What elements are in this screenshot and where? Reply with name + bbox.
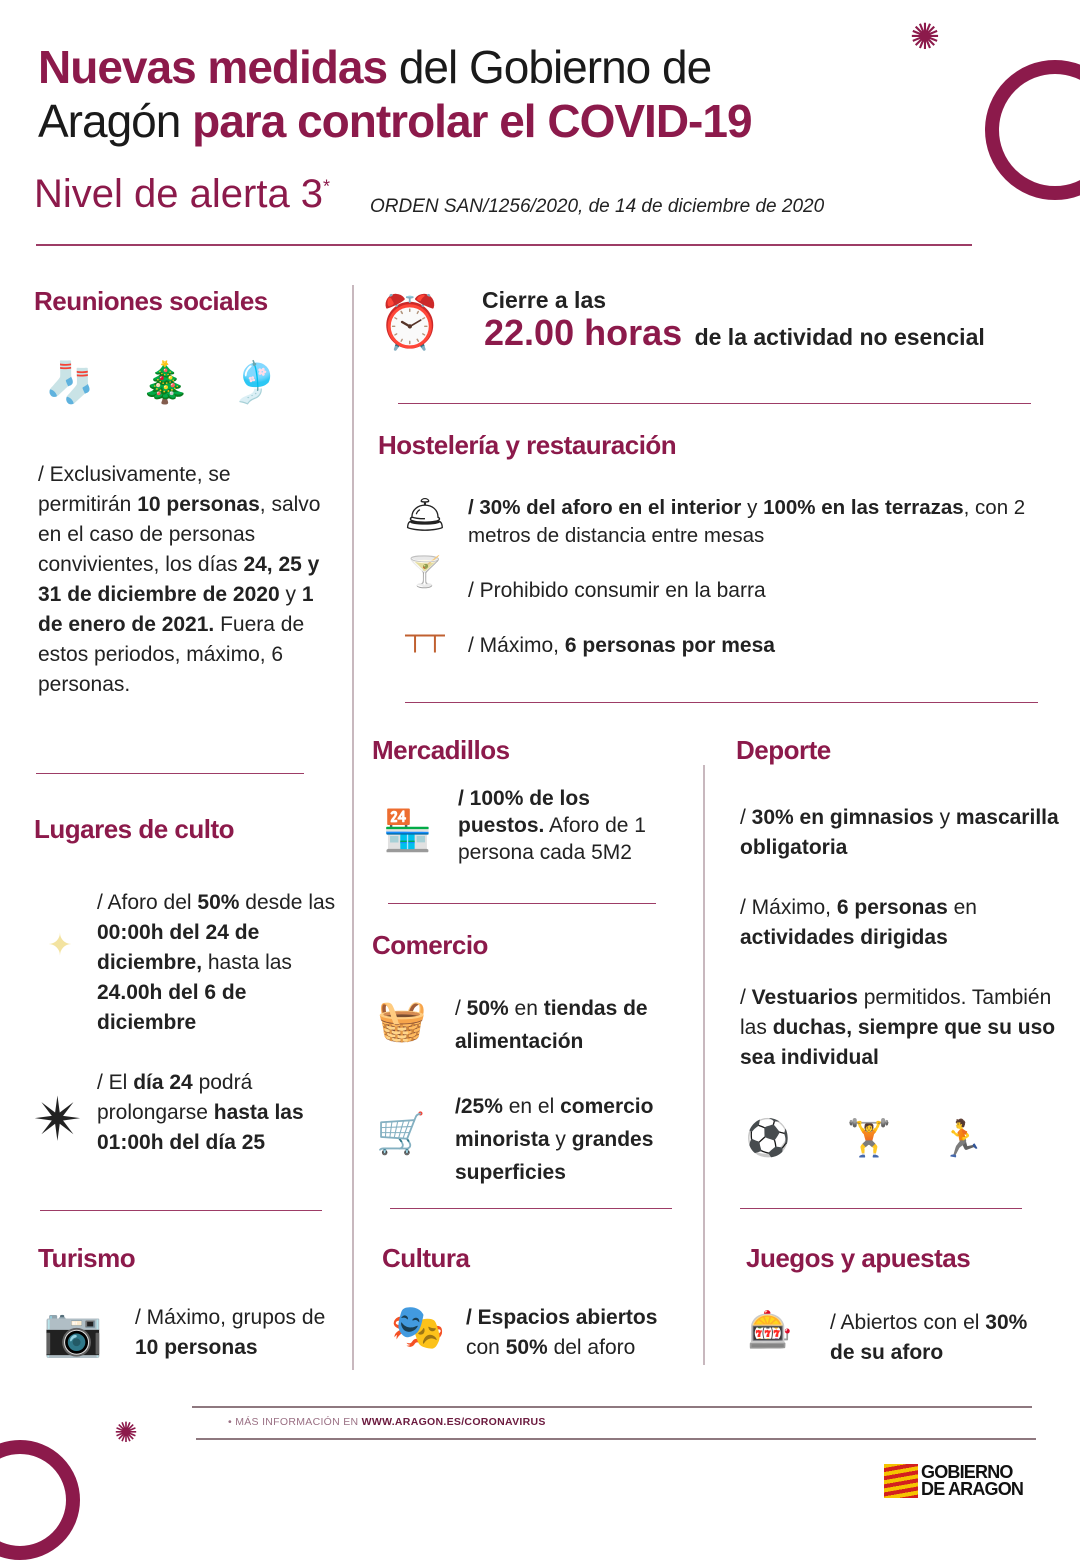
- asterisk: *: [323, 176, 331, 197]
- more-info-prefix: • MÁS INFORMACIÓN EN: [228, 1416, 362, 1428]
- bold-text: 100% en las terrazas: [763, 496, 964, 519]
- page-title: [38, 40, 752, 148]
- text: en el: [502, 1095, 561, 1118]
- divider: [405, 702, 1038, 703]
- bold-text: hasta las 01:00h del día 25: [97, 1101, 304, 1154]
- text: / Aforo del: [97, 891, 198, 914]
- theater-masks-icon: 🎭: [390, 1303, 446, 1352]
- cierre-time-line: [484, 312, 985, 354]
- text: , con 2 metros de distancia entre mesas: [468, 496, 1026, 547]
- divider: [36, 773, 304, 774]
- deporte-item: [740, 983, 1070, 1073]
- text: Fuera de estos periodos, máximo, 6 personas.: [38, 613, 305, 696]
- text: Aforo de 1 persona cada 5M2: [458, 814, 646, 864]
- text: / Prohibido consumir en la barra: [468, 579, 766, 602]
- bold-text: para controlar el COVID-19: [192, 95, 752, 147]
- virus-icon: ✺: [909, 16, 941, 57]
- section-heading-cultura: Cultura: [382, 1243, 470, 1273]
- bold-text: día 24: [133, 1071, 193, 1094]
- hosteleria-item: [468, 494, 1038, 550]
- bold-text: 10 personas: [137, 493, 260, 516]
- divider: [398, 403, 1031, 404]
- text: / Máximo,: [468, 634, 565, 657]
- bold-text: tiendas de alimentación: [455, 997, 648, 1053]
- text: /: [740, 806, 752, 829]
- soccer-ball-icon: ⚽: [745, 1117, 791, 1158]
- cocktail-icon: 🍸: [406, 556, 444, 589]
- text: hasta las: [202, 951, 292, 974]
- bold-text: 50%: [466, 997, 509, 1020]
- virus-decoration: [0, 1440, 80, 1560]
- basket-icon: 🧺: [377, 998, 427, 1043]
- text: / Exclusivamente, se permitirán: [38, 463, 231, 516]
- juegos-text: [830, 1308, 1030, 1368]
- order-reference: ORDEN SAN/1256/2020, de 14 de diciembre de 2020: [370, 196, 825, 217]
- deporte-item: [740, 803, 1060, 863]
- text: / Máximo, grupos de: [135, 1306, 326, 1329]
- candle-light-icon: ✦: [47, 928, 73, 962]
- gobierno-aragon-logo: [884, 1464, 1023, 1498]
- divider: [36, 244, 972, 246]
- section-heading-deporte: Deporte: [736, 735, 831, 765]
- text: Aragón: [38, 95, 193, 147]
- bold-text: / Espacios abiertos: [466, 1306, 658, 1329]
- comercio-item: [455, 992, 695, 1058]
- bold-text: 50%: [197, 891, 240, 914]
- section-heading-mercadillos: Mercadillos: [372, 735, 510, 765]
- divider: [40, 1210, 322, 1211]
- bold-text: 6 personas por mesa: [564, 634, 775, 657]
- cierre-time: 22.00 horas: [484, 312, 683, 353]
- text: con: [466, 1336, 506, 1359]
- text: y: [279, 583, 302, 606]
- bold-text: 50%: [505, 1336, 548, 1359]
- divider: [703, 765, 705, 1365]
- bold-text: duchas, siempre que su uso sea individual: [740, 1016, 1056, 1069]
- bold-text: 10 personas: [135, 1336, 258, 1359]
- table-chairs-icon: ┬┬: [405, 619, 445, 650]
- bold-text: Nuevas medidas: [38, 41, 388, 93]
- bold-text: Vestuarios: [751, 986, 858, 1009]
- bold-text: actividades dirigidas: [740, 926, 948, 949]
- section-heading-comercio: Comercio: [372, 930, 488, 960]
- camera-icon: 📷: [43, 1305, 103, 1359]
- hosteleria-item: [468, 576, 766, 606]
- divider: [740, 1208, 1022, 1209]
- comercio-item: [455, 1090, 695, 1189]
- bold-text: 30% en gimnasios: [751, 806, 934, 829]
- star-icon: ✴: [32, 1086, 84, 1153]
- text: /: [455, 997, 467, 1020]
- bold-text: / 100% de los puestos.: [458, 787, 590, 837]
- divider: [388, 903, 656, 904]
- more-info: [228, 1416, 546, 1428]
- text: y: [549, 1128, 572, 1151]
- christmas-tree-icon: 🎄: [140, 361, 190, 405]
- alarm-clock-icon: ⏰: [377, 294, 443, 352]
- reuniones-text: [38, 460, 328, 700]
- turismo-text: [135, 1303, 345, 1363]
- bold-text: 00:00h del 24 de diciembre,: [97, 921, 260, 974]
- cloche-icon: 🛎: [403, 496, 447, 534]
- bold-text: 30% de su aforo: [830, 1311, 1028, 1364]
- text: del aforo: [547, 1336, 636, 1359]
- aragon-flag-icon: [884, 1464, 918, 1498]
- text: / El: [97, 1071, 134, 1094]
- text: y: [933, 806, 956, 829]
- shopping-cart-icon: 🛒: [376, 1111, 426, 1156]
- weightlifter-icon: 🏋: [846, 1117, 892, 1158]
- runner-icon: 🏃: [939, 1118, 985, 1159]
- virus-decoration: [985, 60, 1080, 200]
- bold-text: comercio minorista: [455, 1095, 654, 1151]
- text: desde las: [239, 891, 336, 914]
- mercadillos-text: [458, 785, 678, 866]
- section-heading-juegos: Juegos y apuestas: [746, 1243, 971, 1273]
- section-heading-hosteleria: Hostelería y restauración: [378, 430, 677, 460]
- bold-text: 1 de enero de 2021.: [38, 583, 314, 636]
- divider: [192, 1406, 1032, 1408]
- text: /: [740, 986, 752, 1009]
- bold-text: 24.00h del 6 de diciembre: [97, 981, 247, 1034]
- hosteleria-item: [468, 631, 775, 661]
- virus-icon: ✺: [114, 1416, 138, 1448]
- culto-item: [97, 1068, 337, 1158]
- culto-item: [97, 888, 345, 1038]
- logo-line2: DE ARAGON: [921, 1479, 1024, 1499]
- section-heading-culto: Lugares de culto: [34, 814, 235, 844]
- deporte-item: [740, 893, 1060, 953]
- divider: [196, 1438, 1036, 1440]
- text: del Gobierno de: [387, 41, 712, 93]
- bold-text: grandes superficies: [455, 1128, 654, 1184]
- divider: [352, 285, 354, 1370]
- bold-text: / 30% del aforo en el interior: [468, 496, 742, 519]
- ornament-icon: 🎐: [230, 361, 280, 405]
- section-heading-turismo: Turismo: [38, 1243, 136, 1273]
- text: / Máximo,: [740, 896, 837, 919]
- alert-level: [34, 172, 330, 217]
- divider: [390, 1208, 672, 1209]
- text: en: [947, 896, 977, 919]
- text: y: [741, 496, 764, 519]
- bold-text: /25%: [455, 1095, 503, 1118]
- bold-text: 6 personas: [836, 896, 948, 919]
- logo-line1: GOBIERNO: [921, 1462, 1013, 1482]
- bold-text: mascarilla obligatoria: [740, 806, 1059, 859]
- text: en: [508, 997, 544, 1020]
- more-info-link[interactable]: WWW.ARAGON.ES/CORONAVIRUS: [361, 1416, 546, 1428]
- cierre-line1: Cierre a las: [482, 287, 607, 313]
- text: permitidos. También las: [740, 986, 1052, 1039]
- text: podrá prolongarse: [97, 1071, 253, 1124]
- text: / Abiertos con el: [830, 1311, 986, 1334]
- market-stall-icon: 🏪: [382, 808, 433, 853]
- stocking-icon: 🧦: [45, 361, 95, 405]
- bold-text: 24, 25 y 31 de diciembre de 2020: [38, 553, 320, 606]
- cultura-text: [466, 1303, 696, 1363]
- section-heading-reuniones: Reuniones sociales: [34, 286, 268, 316]
- text: , salvo en el caso de personas convivientes, los días: [38, 493, 321, 576]
- cierre-rest: de la actividad no esencial: [694, 324, 985, 350]
- alert-level-text: Nivel de alerta 3: [34, 172, 324, 216]
- poker-chips-icon: 🎰: [747, 1309, 793, 1350]
